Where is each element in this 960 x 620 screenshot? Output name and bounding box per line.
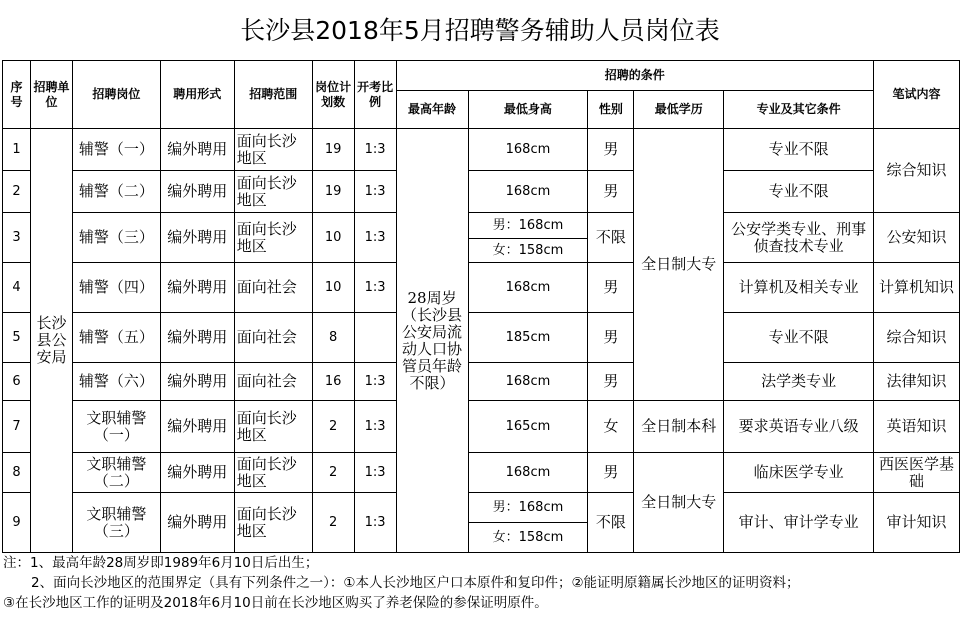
- cell-scope: 面向长沙地区: [234, 453, 312, 493]
- cell-form: 编外聘用: [160, 263, 234, 313]
- header-unit: 招聘单位: [30, 61, 72, 129]
- header-position: 招聘岗位: [72, 61, 160, 129]
- table-row: [3, 453, 960, 493]
- cell-seq: 2: [3, 171, 31, 213]
- cell-education-group2: 全日制大专: [634, 453, 724, 553]
- cell-quota: 16: [312, 363, 354, 401]
- table-row: [3, 213, 960, 239]
- cell-exam: 西医医学基础: [874, 453, 960, 493]
- cell-scope: 面向长沙地区: [234, 493, 312, 553]
- cell-quota: 19: [312, 129, 354, 171]
- cell-scope: 面向长沙地区: [234, 171, 312, 213]
- header-seq: 序号: [3, 61, 31, 129]
- header-gender: 性别: [588, 91, 634, 129]
- cell-ratio: 1:3: [354, 493, 396, 553]
- cell-scope: 面向社会: [234, 263, 312, 313]
- cell-seq: 8: [3, 453, 31, 493]
- cell-gender: 女: [588, 401, 634, 453]
- cell-form: 编外聘用: [160, 493, 234, 553]
- cell-seq: 3: [3, 213, 31, 263]
- header-education: 最低学历: [634, 91, 724, 129]
- cell-form: 编外聘用: [160, 129, 234, 171]
- cell-major: 专业不限: [724, 129, 874, 171]
- cell-gender: 男: [588, 171, 634, 213]
- cell-gender: 男: [588, 129, 634, 171]
- note-line: ③在长沙地区工作的证明及2018年6月10日前在长沙地区购买了养老保险的参保证明原件。: [3, 595, 548, 611]
- cell-gender: 不限: [588, 493, 634, 553]
- cell-gender: 男: [588, 363, 634, 401]
- cell-ratio: 1:3: [354, 401, 396, 453]
- cell-position: 辅警（二）: [72, 171, 160, 213]
- header-major: 专业及其它条件: [724, 91, 874, 129]
- cell-height: 165cm: [468, 401, 588, 453]
- cell-position: 辅警（一）: [72, 129, 160, 171]
- table-row: [3, 313, 960, 363]
- header-exam: 笔试内容: [874, 61, 960, 129]
- cell-height: 168cm: [468, 171, 588, 213]
- cell-quota: 8: [312, 313, 354, 363]
- cell-form: 编外聘用: [160, 401, 234, 453]
- cell-seq: 7: [3, 401, 31, 453]
- header-max-age: 最高年龄: [396, 91, 468, 129]
- cell-height: 168cm: [468, 129, 588, 171]
- table-row: [3, 401, 960, 453]
- cell-major: 专业不限: [724, 313, 874, 363]
- cell-form: 编外聘用: [160, 171, 234, 213]
- cell-height-female: 女：158cm: [468, 239, 588, 263]
- note-line: 注：1、最高年龄28周岁即1989年6月10日后出生；: [3, 555, 319, 571]
- cell-height-female: 女：158cm: [468, 523, 588, 553]
- cell-major: 审计、审计学专业: [724, 493, 874, 553]
- cell-ratio: 1:3: [354, 453, 396, 493]
- table-row: [3, 363, 960, 401]
- cell-quota: 10: [312, 263, 354, 313]
- cell-major: 公安学类专业、刑事侦查技术专业: [724, 213, 874, 263]
- cell-scope: 面向长沙地区: [234, 129, 312, 171]
- cell-height: 168cm: [468, 263, 588, 313]
- table-row: [3, 129, 960, 171]
- cell-scope: 面向社会: [234, 363, 312, 401]
- cell-gender: 男: [588, 453, 634, 493]
- cell-height-male: 男：168cm: [468, 213, 588, 239]
- cell-height: 185cm: [468, 313, 588, 363]
- cell-exam: 公安知识: [874, 213, 960, 263]
- cell-position: 文职辅警（二）: [72, 453, 160, 493]
- cell-position: 文职辅警（一）: [72, 401, 160, 453]
- cell-form: 编外聘用: [160, 363, 234, 401]
- cell-position: 辅警（五）: [72, 313, 160, 363]
- cell-exam: 英语知识: [874, 401, 960, 453]
- cell-gender: 不限: [588, 213, 634, 263]
- cell-major: 计算机及相关专业: [724, 263, 874, 313]
- cell-scope: 面向长沙地区: [234, 401, 312, 453]
- cell-form: 编外聘用: [160, 213, 234, 263]
- cell-ratio: [354, 313, 396, 363]
- cell-position: 辅警（六）: [72, 363, 160, 401]
- cell-ratio: 1:3: [354, 263, 396, 313]
- cell-exam: 计算机知识: [874, 263, 960, 313]
- cell-quota: 2: [312, 401, 354, 453]
- cell-form: 编外聘用: [160, 313, 234, 363]
- cell-exam: 法律知识: [874, 363, 960, 401]
- cell-form: 编外聘用: [160, 453, 234, 493]
- cell-major: 法学类专业: [724, 363, 874, 401]
- header-conditions: 招聘的条件: [396, 61, 873, 91]
- cell-exam: 审计知识: [874, 493, 960, 553]
- cell-ratio: 1:3: [354, 171, 396, 213]
- cell-education-group1: 全日制大专: [634, 129, 724, 401]
- header-form: 聘用形式: [160, 61, 234, 129]
- notes: [3, 553, 958, 613]
- cell-major: 要求英语专业八级: [724, 401, 874, 453]
- cell-quota: 2: [312, 453, 354, 493]
- cell-scope: 面向社会: [234, 313, 312, 363]
- cell-seq: 9: [3, 493, 31, 553]
- cell-max-age: 28周岁（长沙县公安局流动人口协管员年龄不限）: [396, 129, 468, 553]
- cell-height: 168cm: [468, 453, 588, 493]
- header-ratio: 开考比例: [354, 61, 396, 129]
- cell-ratio: 1:3: [354, 213, 396, 263]
- cell-position: 辅警（四）: [72, 263, 160, 313]
- cell-unit: 长沙县公安局: [30, 129, 72, 553]
- header-quota: 岗位计划数: [312, 61, 354, 129]
- cell-quota: 10: [312, 213, 354, 263]
- cell-scope: 面向长沙地区: [234, 213, 312, 263]
- cell-major: 专业不限: [724, 171, 874, 213]
- cell-seq: 1: [3, 129, 31, 171]
- table-row: [3, 263, 960, 313]
- cell-gender: 男: [588, 313, 634, 363]
- cell-seq: 6: [3, 363, 31, 401]
- cell-quota: 2: [312, 493, 354, 553]
- cell-ratio: 1:3: [354, 129, 396, 171]
- cell-height: 168cm: [468, 363, 588, 401]
- cell-position: 辅警（三）: [72, 213, 160, 263]
- cell-seq: 4: [3, 263, 31, 313]
- cell-gender: 男: [588, 263, 634, 313]
- page-title: 长沙县2018年5月招聘警务辅助人员岗位表: [240, 16, 720, 45]
- header-min-height: 最低身高: [468, 91, 588, 129]
- recruitment-table: [2, 60, 960, 553]
- cell-ratio: 1:3: [354, 363, 396, 401]
- table-row: [3, 493, 960, 523]
- cell-quota: 19: [312, 171, 354, 213]
- cell-height-male: 男：168cm: [468, 493, 588, 523]
- cell-exam-group: 综合知识: [874, 129, 960, 213]
- cell-education: 全日制本科: [634, 401, 724, 453]
- table-row: [3, 171, 960, 213]
- cell-position: 文职辅警（三）: [72, 493, 160, 553]
- cell-major: 临床医学专业: [724, 453, 874, 493]
- cell-seq: 5: [3, 313, 31, 363]
- header-scope: 招聘范围: [234, 61, 312, 129]
- note-line: 2、面向长沙地区的范围界定（具有下列条件之一）：①本人长沙地区户口本原件和复印件；②能证明原籍属长沙地区的证明资料；: [31, 575, 800, 591]
- cell-exam: 综合知识: [874, 313, 960, 363]
